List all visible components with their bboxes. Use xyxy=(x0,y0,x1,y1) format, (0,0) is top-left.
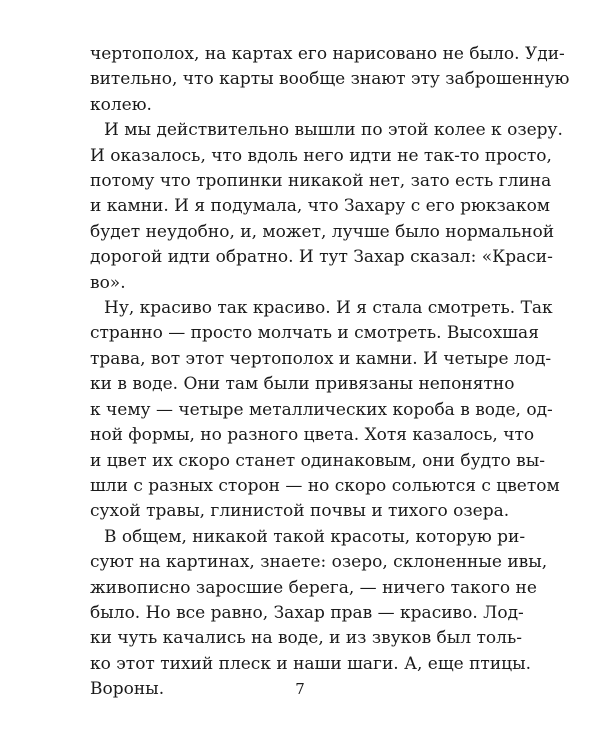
page-number: 7 xyxy=(295,680,305,698)
text-line: во». xyxy=(90,272,126,293)
text-line: странно — просто молчать и смотреть. Высохшая xyxy=(90,323,539,344)
text-line: ки чуть качались на воде, и из звуков был толь- xyxy=(90,628,522,649)
text-line: шли с разных сторон — но скоро сольются с цветом xyxy=(90,475,560,496)
text-line: к чему — четыре металлических короба в воде, од- xyxy=(90,399,553,420)
text-line: Ну, красиво так красиво. И я стала смотреть. Так xyxy=(104,298,553,319)
text-line: И оказалось, что вдоль него идти не так-то просто, xyxy=(90,145,552,166)
text-line: сухой травы, глинистой почвы и тихого озера. xyxy=(90,501,510,522)
text-line: и камни. И я подумала, что Захару с его рюкзаком xyxy=(90,196,551,217)
text-line: Вороны. xyxy=(90,679,165,700)
text-line: трава, вот этот чертополох и камни. И четыре лод- xyxy=(90,348,552,369)
text-line: ко этот тихий плеск и наши шаги. А, еще птицы. xyxy=(90,653,532,674)
text-line: И мы действительно вышли по этой колее к озеру. xyxy=(104,120,563,141)
text-line: суют на картинах, знаете: озеро, склоненные ивы, xyxy=(90,552,548,573)
body-text xyxy=(90,42,570,703)
text-line: колею. xyxy=(90,94,152,115)
text-line: ной формы, но разного цвета. Хотя казалось, что xyxy=(90,425,535,446)
text-line: вительно, что карты вообще знают эту заброшенную xyxy=(90,69,570,90)
text-line: живописно заросшие берега, — ничего такого не xyxy=(90,577,537,598)
text-line: было. Но все равно, Захар прав — красиво. Лод- xyxy=(90,602,524,623)
text-line: дорогой идти обратно. И тут Захар сказал: «Краси- xyxy=(90,247,553,268)
text-line: В общем, никакой такой красоты, которую ри- xyxy=(104,526,526,547)
text-line: и цвет их скоро станет одинаковым, они будто вы- xyxy=(90,450,545,471)
text-line: ки в воде. Они там были привязаны непонятно xyxy=(90,374,515,395)
text-line: чертополох, на картах его нарисовано не было. Уди- xyxy=(90,44,565,64)
text-line: будет неудобно, и, может, лучше было нормальной xyxy=(90,221,555,242)
text-line: потому что тропинки никакой нет, зато есть глина xyxy=(90,171,552,192)
